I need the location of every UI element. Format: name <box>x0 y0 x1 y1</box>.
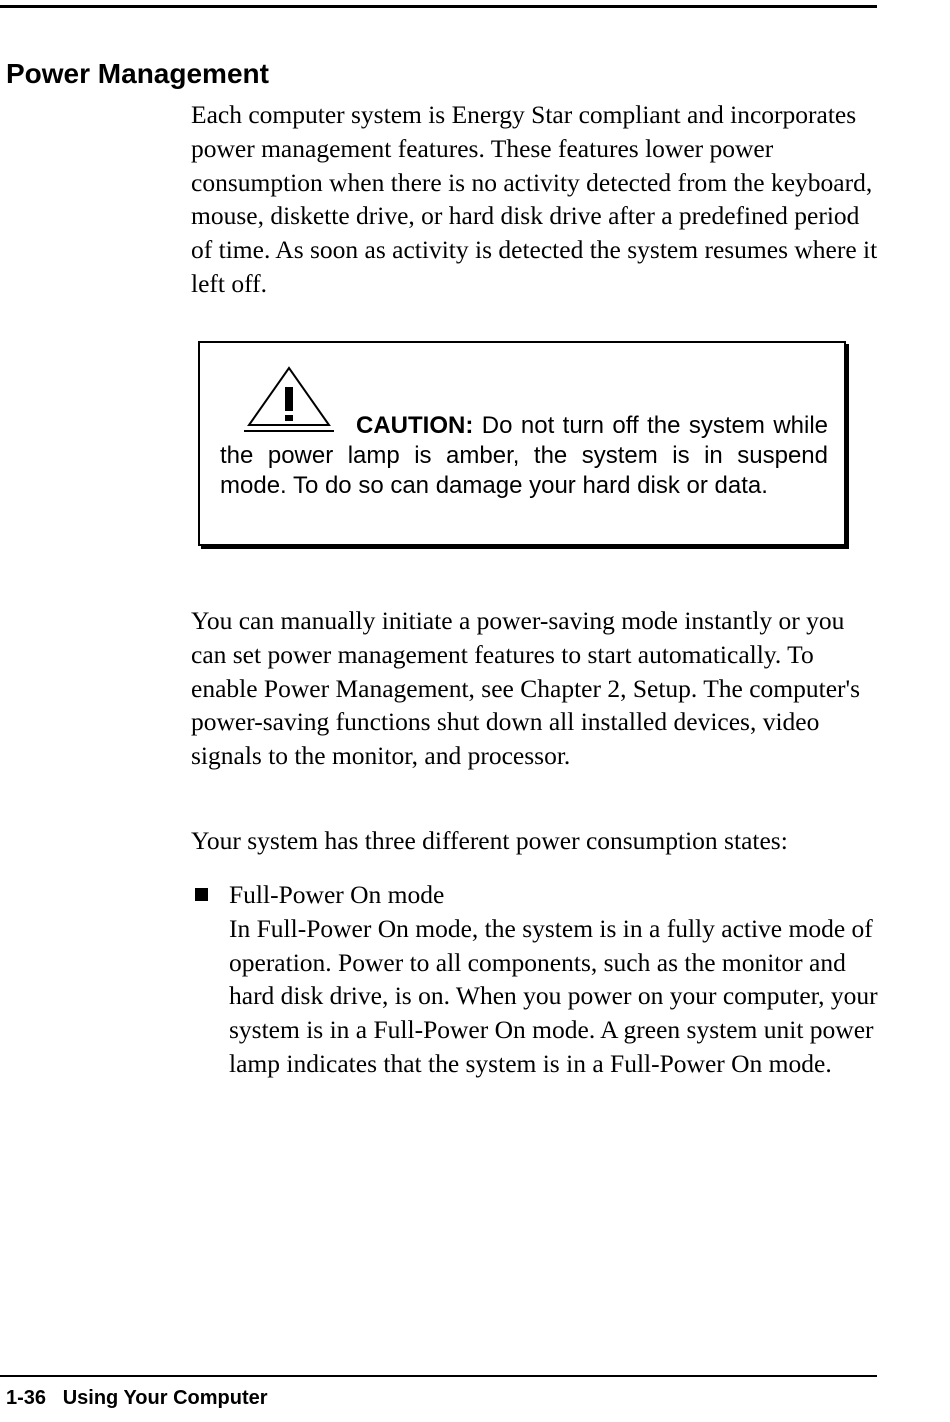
caution-box <box>198 341 846 546</box>
section-title: Power Management <box>6 58 269 89</box>
power-saving-paragraph: You can manually initiate a power-saving mode instantly or you can set power management features to start automatically. To enable Power Management, see Chapter 2, Setup. The computer's power-saving functions shut down all installed devices, video signals to the monitor, and processor. <box>191 606 861 771</box>
bottom-rule <box>0 1375 877 1377</box>
power-states-list <box>191 878 881 1081</box>
top-rule <box>0 5 877 8</box>
caution-text: Do not turn off the system while the power lamp is amber, the system is in suspend mode. To do so can damage your hard disk or data. <box>220 412 829 499</box>
caution-message <box>220 411 828 501</box>
list-item-title: Full-Power On mode <box>229 880 445 909</box>
power-states-intro: Your system has three different power consumption states: <box>191 826 788 855</box>
page-footer <box>6 1386 268 1410</box>
caution-label: CAUTION: <box>356 412 474 439</box>
list-item <box>191 878 881 1081</box>
page-number: 1-36 <box>6 1387 47 1409</box>
square-bullet-icon <box>195 888 208 901</box>
list-item-description: In Full-Power On mode, the system is in a fully active mode of operation. Power to all components, such as the monitor and hard disk drive, is on. When you power on your computer, your system is in a Full-Power On mode. A green system unit power lamp indicates that the system is in a Full-Power On mode. <box>229 913 878 1078</box>
chapter-title: Using Your Computer <box>62 1387 268 1409</box>
intro-paragraph: Each computer system is Energy Star compliant and incorporates power management features. These features lower power consumption when there is no activity detected from the keyboard, mouse, diskette drive, or hard disk drive after a predefined period of time. As soon as activity is detected the system resumes where it left off. <box>191 100 878 298</box>
